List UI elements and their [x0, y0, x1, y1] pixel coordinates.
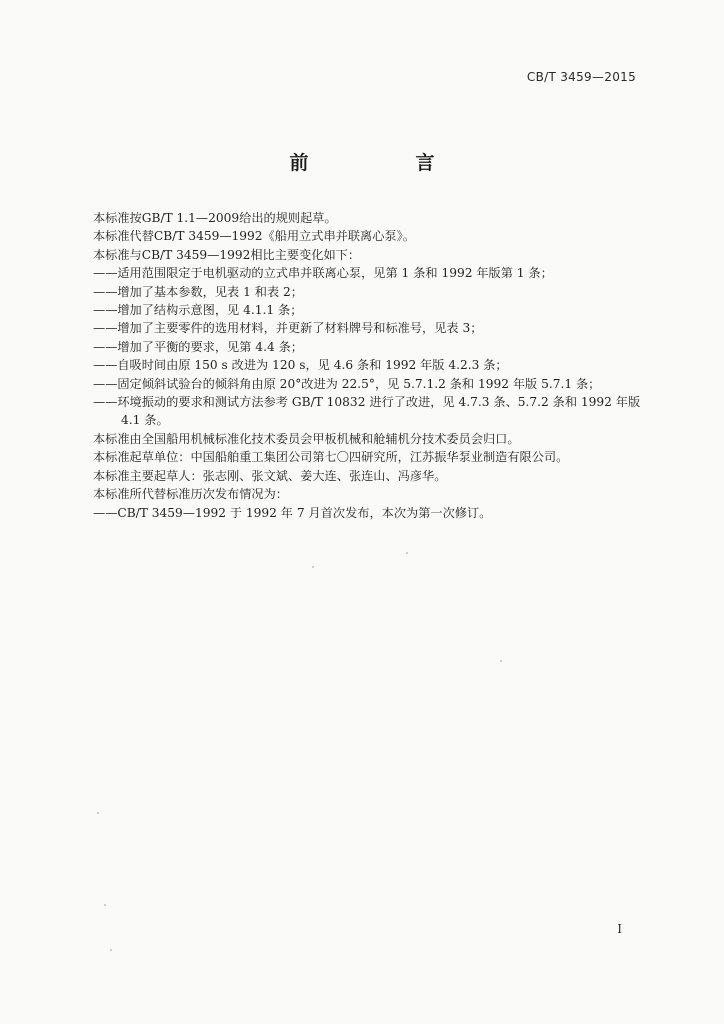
document-code: CB/T 3459—2015: [526, 70, 636, 84]
foreword-body: [93, 209, 653, 522]
page-number: I: [617, 922, 622, 936]
change-item: ——固定倾斜试验台的倾斜角由原 20°改进为 22.5°，见 5.7.1.2 条和 1992 年版 5.7.1 条；: [93, 376, 601, 391]
scan-speck: [500, 660, 502, 662]
change-item: ——增加了平衡的要求，见第 4.4 条；: [93, 339, 303, 354]
scan-speck: [312, 566, 314, 568]
change-item: ——增加了基本参数，见表 1 和表 2；: [93, 284, 303, 299]
paragraph-line: 本标准起草单位：中国船舶重工集团公司第七〇四研究所，江苏振华泵业制造有限公司。: [93, 450, 569, 465]
paragraph-line: 本标准由全国船用机械标准化技术委员会甲板机械和舱辅机分技术委员会归口。: [93, 431, 520, 446]
paragraph-line: 本标准所代替标准历次发布情况为：: [93, 487, 288, 502]
change-item: ——自吸时间由原 150 s 改进为 120 s，见 4.6 条和 1992 年版 4.2.3 条；: [93, 358, 508, 373]
paragraph-line: 本标准主要起草人：张志刚、张文斌、姜大连、张连山、冯彦华。: [93, 468, 447, 483]
history-item: ——CB/T 3459—1992 于 1992 年 7 月首次发布，本次为第一次修订。: [93, 505, 492, 520]
change-item: ——适用范围限定于电机驱动的立式串并联离心泵，见第 1 条和 1992 年版第 1 条；: [93, 266, 553, 281]
page-title: 前 言: [289, 152, 479, 174]
paragraph-line: 本标准按GB/T 1.1—2009给出的规则起草。: [93, 211, 337, 225]
scan-speck: [110, 949, 112, 951]
change-item: ——环境振动的要求和测试方法参考 GB/T 10832 进行了改进，见 4.7.3 条、5.7.2 条和 1992 年版: [93, 395, 641, 410]
paragraph-line: 本标准与CB/T 3459—1992相比主要变化如下：: [93, 247, 361, 262]
change-item: ——增加了结构示意图，见 4.1.1 条；: [93, 303, 303, 318]
change-item: ——增加了主要零件的选用材料，并更新了材料牌号和标准号，见表 3；: [93, 321, 483, 336]
paragraph-line: 本标准代替CB/T 3459—1992《船用立式串并联离心泵》。: [93, 229, 415, 244]
scan-speck: [97, 812, 99, 814]
scan-speck: [104, 904, 106, 906]
scan-speck: [406, 552, 408, 554]
change-item-continuation: 4.1 条。: [121, 413, 169, 428]
